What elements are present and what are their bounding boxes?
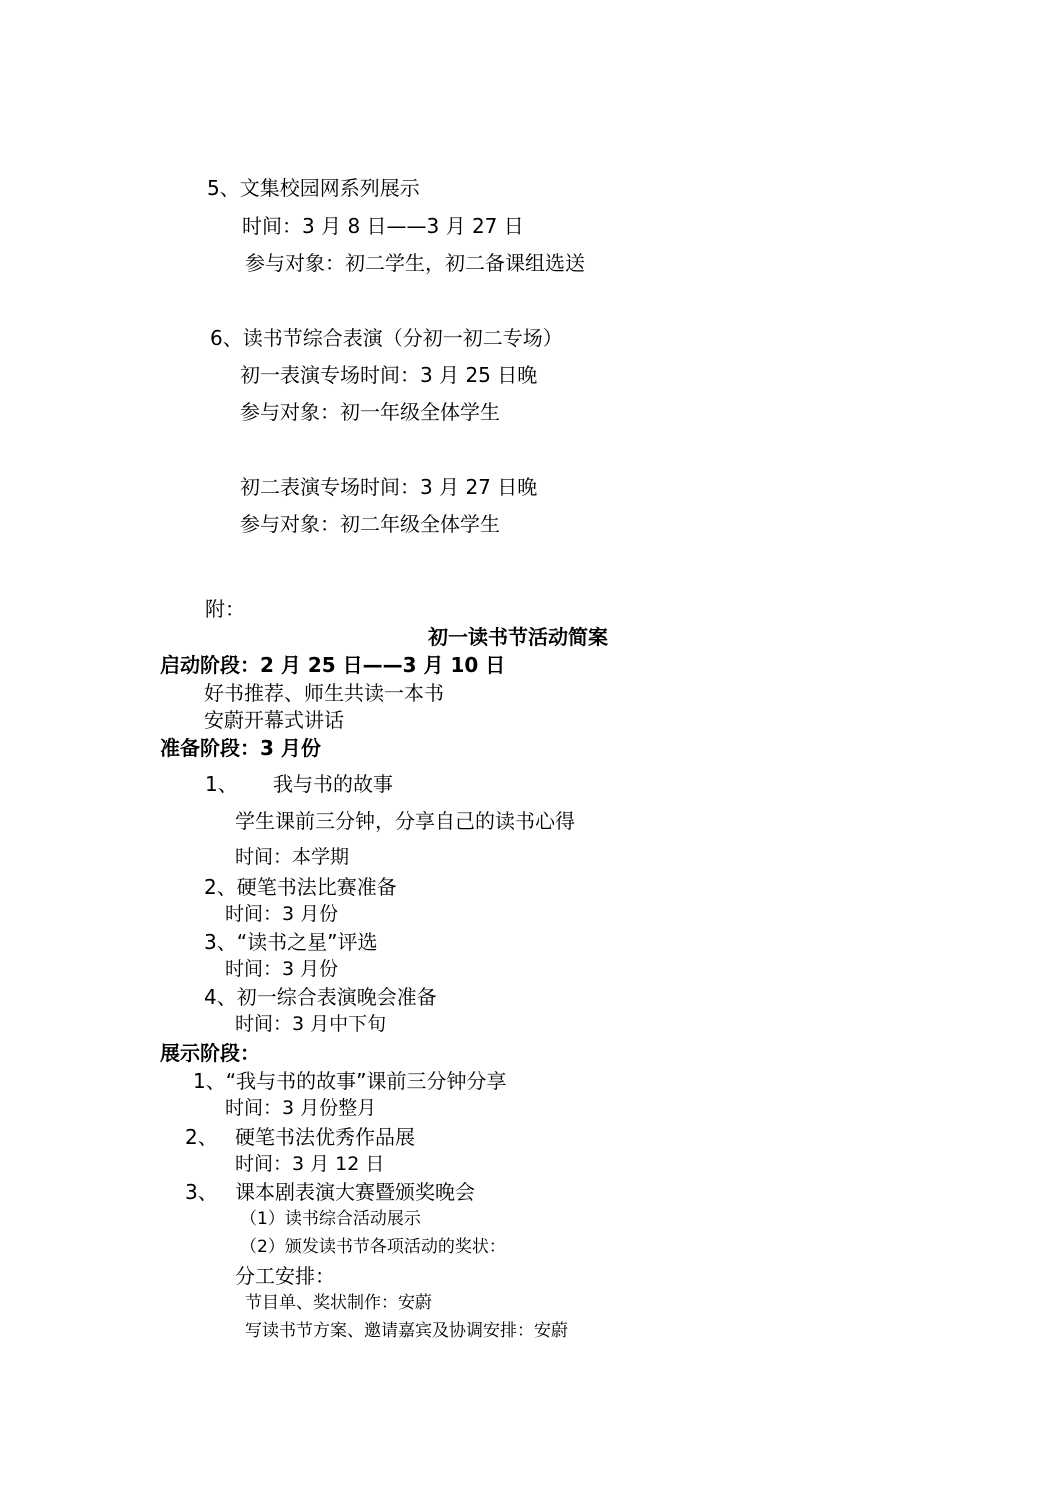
launch-item: 好书推荐、师生共读一本书 bbox=[204, 681, 444, 705]
show-item2-title: 硬笔书法优秀作品展 bbox=[235, 1125, 415, 1149]
division-label: 分工安排： bbox=[235, 1264, 335, 1288]
show-item2-number: 2、 bbox=[185, 1125, 218, 1149]
launch-item: 安蔚开幕式讲话 bbox=[204, 708, 344, 732]
show-item3-title: 课本剧表演大赛暨颁奖晚会 bbox=[235, 1180, 475, 1204]
appendix-label: 附： bbox=[205, 597, 245, 621]
show-item2-time: 时间：3 月 12 日 bbox=[235, 1153, 385, 1175]
launch-stage-heading: 启动阶段：2 月 25 日——3 月 10 日 bbox=[160, 653, 506, 677]
prep-item1-title: 我与书的故事 bbox=[273, 772, 393, 796]
show-item3-sub1: （1）读书综合活动展示 bbox=[240, 1209, 421, 1229]
prep-item1-desc: 学生课前三分钟，分享自己的读书心得 bbox=[235, 809, 575, 833]
show-item3-sub2: （2）颁发读书节各项活动的奖状： bbox=[240, 1237, 506, 1257]
prep-item4-time: 时间：3 月中下旬 bbox=[235, 1013, 387, 1035]
appendix-title: 初一读书节活动简案 bbox=[428, 625, 608, 649]
prep-item3-time: 时间：3 月份 bbox=[225, 958, 339, 980]
division-item: 节目单、奖状制作：安蔚 bbox=[245, 1293, 432, 1313]
prep-item1-time: 时间：本学期 bbox=[235, 846, 350, 868]
section5-participants: 参与对象：初二学生，初二备课组选送 bbox=[245, 251, 585, 275]
show-item3-number: 3、 bbox=[185, 1180, 218, 1204]
prep-item1-number: 1、 bbox=[205, 772, 238, 796]
section6-grade2-participants: 参与对象：初二年级全体学生 bbox=[240, 512, 500, 536]
section6-grade1-time: 初一表演专场时间：3 月 25 日晚 bbox=[240, 363, 538, 387]
section6-grade2-time: 初二表演专场时间：3 月 27 日晚 bbox=[240, 475, 538, 499]
show-stage-heading: 展示阶段： bbox=[160, 1041, 260, 1065]
show-item1-title: 1、“我与书的故事”课前三分钟分享 bbox=[193, 1069, 507, 1093]
prep-stage-heading: 准备阶段：3 月份 bbox=[160, 736, 321, 760]
prep-item4-title: 4、初一综合表演晚会准备 bbox=[204, 985, 437, 1009]
prep-item3-title: 3、“读书之星”评选 bbox=[204, 930, 378, 954]
show-item1-time: 时间：3 月份整月 bbox=[225, 1097, 377, 1119]
section5-time: 时间：3 月 8 日——3 月 27 日 bbox=[242, 214, 524, 238]
prep-item2-title: 2、硬笔书法比赛准备 bbox=[204, 875, 397, 899]
section5-title: 5、文集校园网系列展示 bbox=[207, 176, 420, 200]
section6-grade1-participants: 参与对象：初一年级全体学生 bbox=[240, 400, 500, 424]
division-item: 写读书节方案、邀请嘉宾及协调安排：安蔚 bbox=[245, 1321, 568, 1341]
prep-item2-time: 时间：3 月份 bbox=[225, 903, 339, 925]
section6-title: 6、读书节综合表演（分初一初二专场） bbox=[210, 326, 563, 350]
